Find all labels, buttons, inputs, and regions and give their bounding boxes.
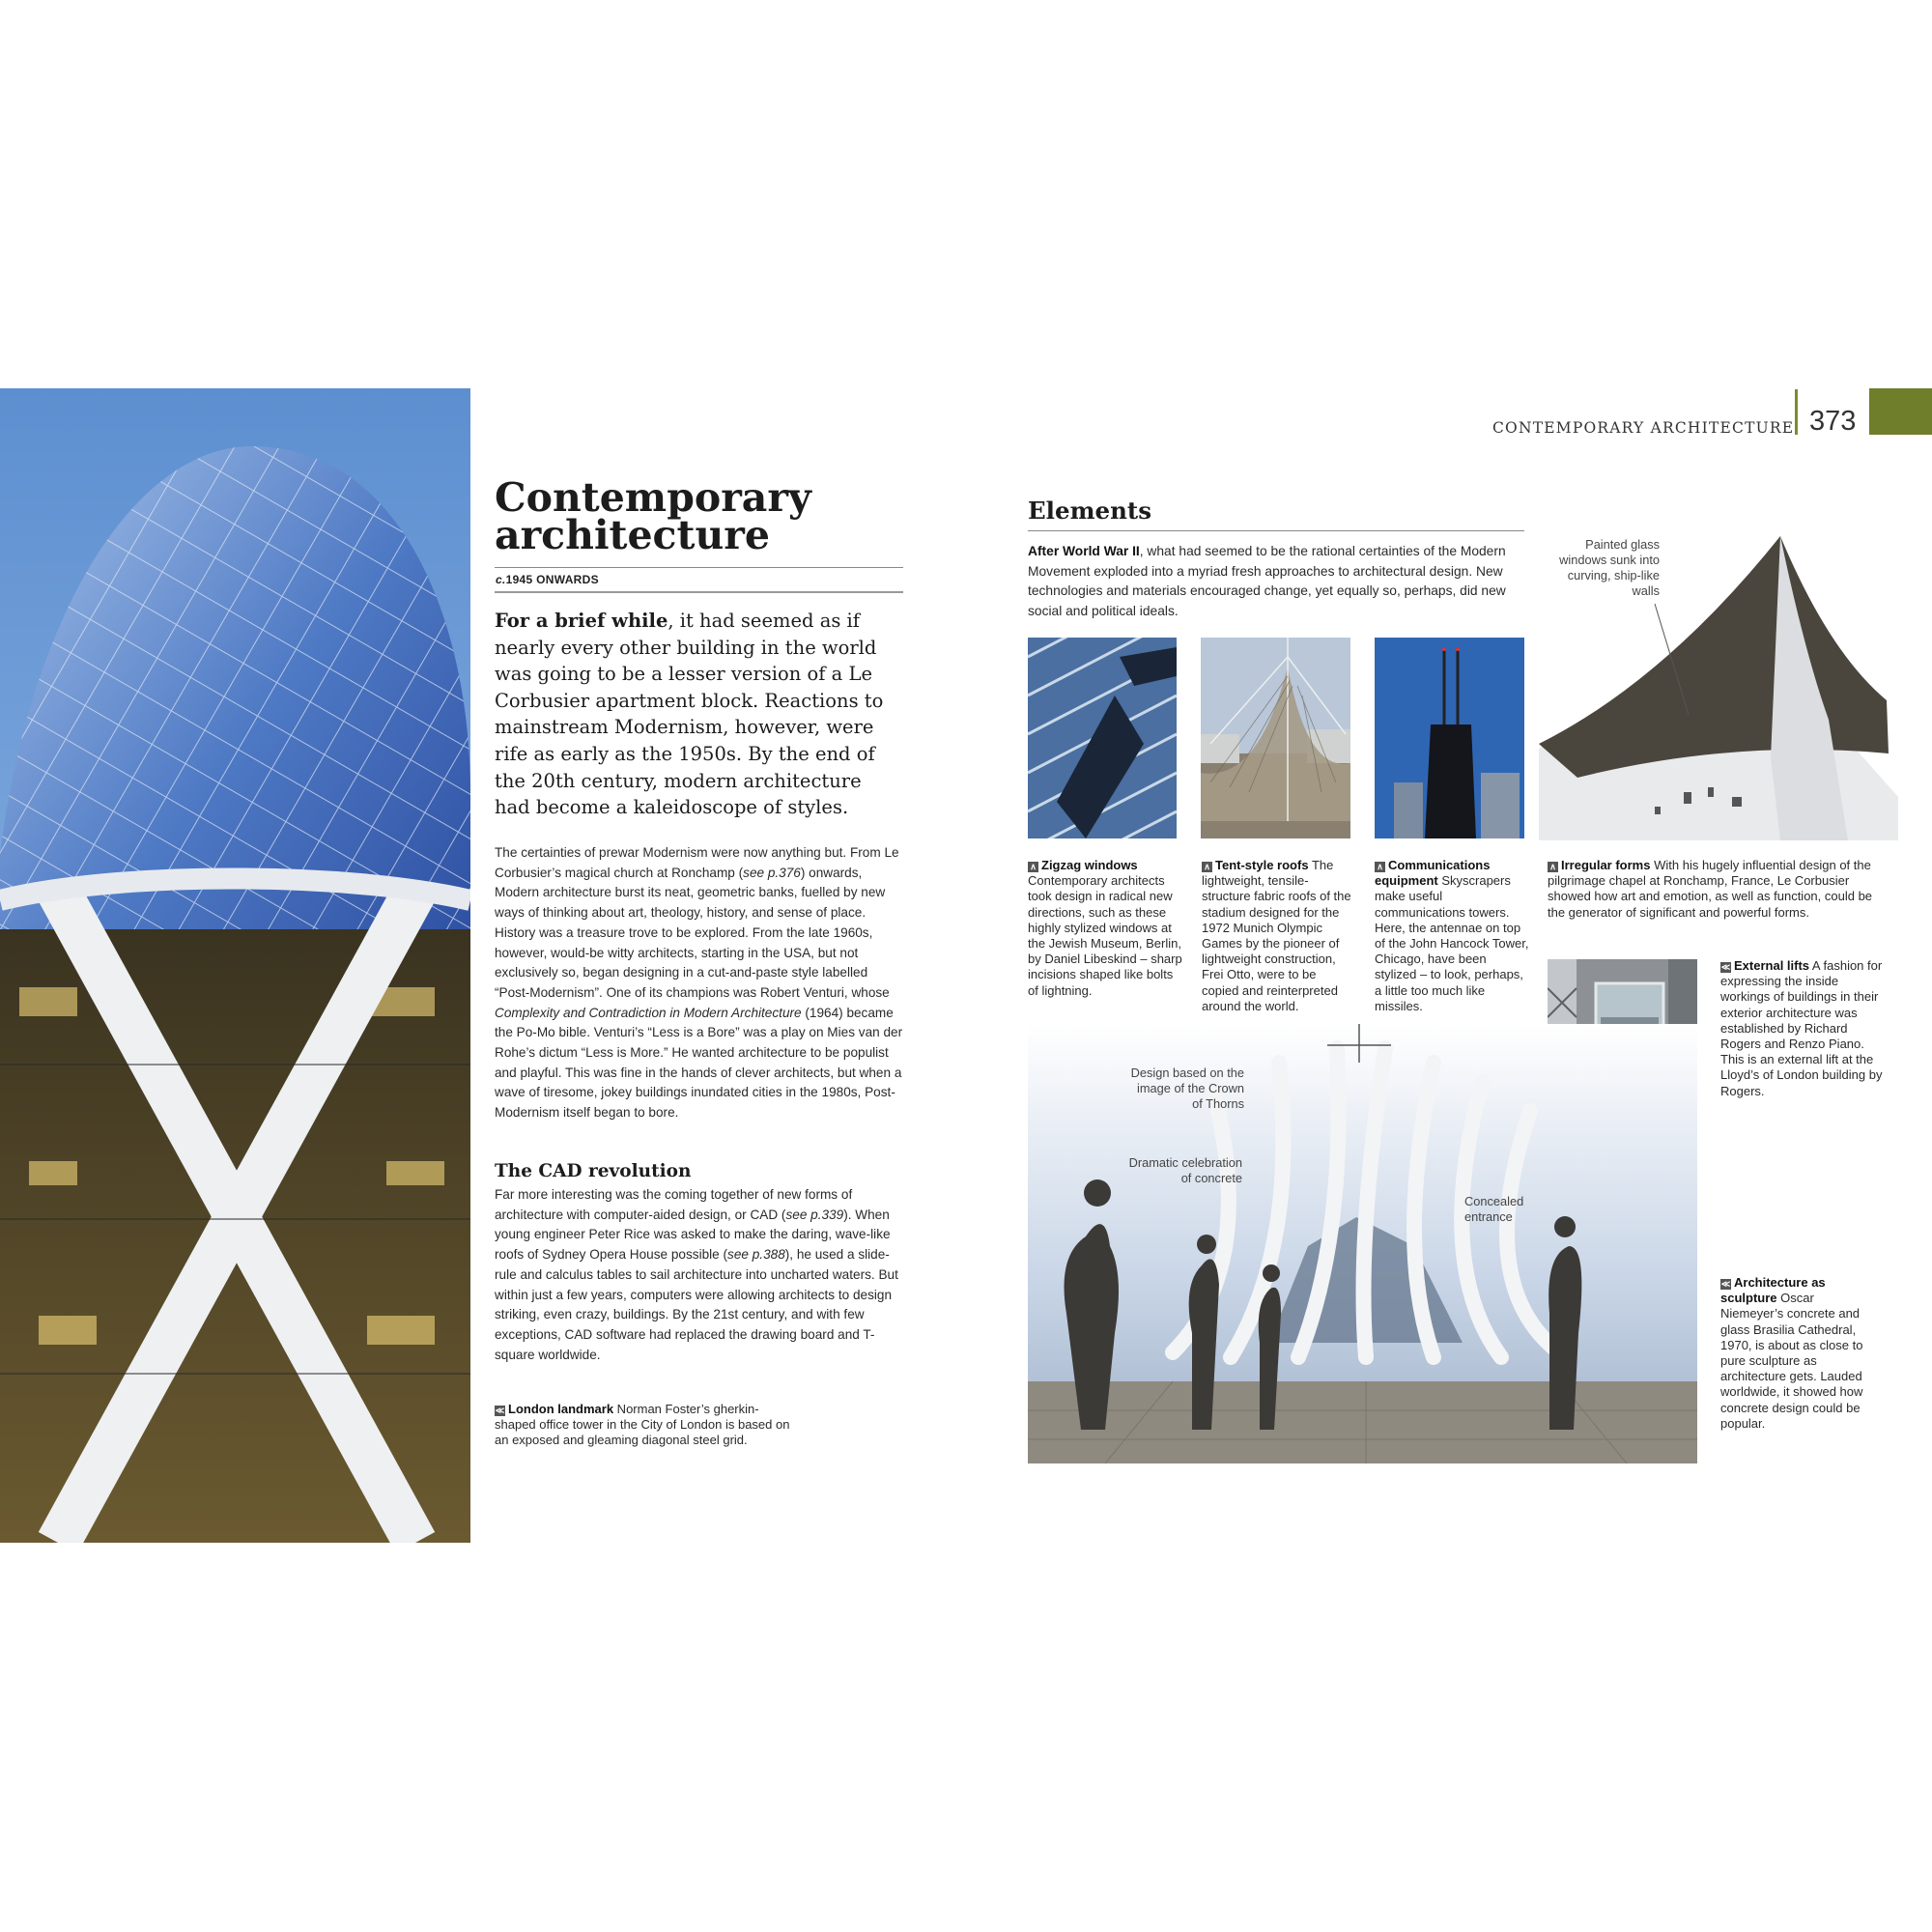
arrow-up-icon: ∧ (1375, 862, 1385, 872)
communications-tower-photo (1375, 638, 1524, 838)
body2-part-a: Far more interesting was the coming together of new forms of architecture with computer-aided design, or CAD ( (495, 1187, 853, 1222)
page-title (495, 474, 900, 558)
dateline-prefix: c. (496, 573, 506, 586)
painted-glass-note: Painted glass windows sunk into curving, ship-like walls (1559, 537, 1660, 598)
cad-section-heading: The CAD revolution (495, 1161, 692, 1181)
crown-of-thorns-note: Design based on the image of the Crown of Thorns (1130, 1065, 1244, 1111)
concealed-entrance-note: Concealed entrance (1464, 1194, 1524, 1224)
running-head: CONTEMPORARY ARCHITECTURE (1492, 419, 1795, 437)
london-landmark-caption (495, 1402, 794, 1449)
zigzag-windows-caption (1028, 858, 1182, 999)
architecture-sculpture-caption (1720, 1275, 1865, 1432)
comm-title: Communications equipment (1375, 858, 1491, 889)
zigzag-text: Contemporary architects took design in radical new directions, such as these highly stylized windows at the Jewish Museum, Berlin, by Daniel Libeskind – sharp incisions shaped like bolts of lightning. (1028, 873, 1182, 998)
sculpture-title: Architecture as sculpture (1720, 1275, 1826, 1306)
arrow-up-icon: ∧ (1028, 862, 1038, 872)
body2-page-ref-2: see p.388 (727, 1247, 785, 1263)
intro-paragraph (495, 608, 900, 821)
external-lifts-caption (1720, 958, 1885, 1099)
body2-part-c: ), he used a slide-rule and calculus tables to sail architecture into uncharted waters. But within just a few years, computers were allowing architects to design striking, even crazy, buildings. By the 21st century, and with few exceptions, CAD software had replaced the drawing board and T-square worldwide. (495, 1247, 898, 1362)
tent-roofs-caption (1202, 858, 1356, 1014)
tent-text: The lightweight, tensile-structure fabric roofs of the stadium designed for the 1972 Munich Olympic Games by the pioneer of lightweight construction, Frei Otto, were to be copied and reinterpreted around the world. (1202, 858, 1351, 1013)
body2-part-b: ). When young engineer Peter Rice was asked to make the daring, wave-like roofs of Sydney Opera House possible ( (495, 1207, 891, 1263)
title-divider (495, 567, 903, 568)
body1-part-c: (1964) became the Po-Mo bible. Venturi’s “Less is a Bore” was a play on Mies van der Rohe’s dictum “Less is More.” He wanted architecture to be populist and playful. This was fine in the hands of clever architects, but when a wave of tiresome, jokey buildings inundated cities in the 1980s, Post-Modernism itself began to bore. (495, 1005, 903, 1121)
elements-intro-lead: After World War II (1028, 544, 1140, 558)
title-line-1: Contemporary (495, 474, 811, 521)
zigzag-title: Zigzag windows (1041, 858, 1138, 872)
arrow-left-icon: ≪ (1720, 1279, 1731, 1289)
dateline-divider (495, 591, 903, 593)
dramatic-concrete-note: Dramatic celebration of concrete (1128, 1155, 1242, 1185)
intro-lead: For a brief while (495, 610, 668, 632)
communications-caption (1375, 858, 1529, 1014)
elements-intro-text: , what had seemed to be the rational certainties of the Modern Movement exploded into a myriad fresh approaches to architectural design. New technologies and materials encouraged change, yet equally so, perhaps, did new social and political ideals. (1028, 544, 1506, 618)
body-paragraph-1 (495, 843, 906, 1123)
arrow-up-icon: ∧ (1548, 862, 1558, 872)
body2-page-ref-1: see p.339 (785, 1207, 844, 1222)
body-paragraph-2 (495, 1185, 906, 1365)
title-line-2: architecture (495, 512, 770, 558)
body1-book-title: Complexity and Contradiction in Modern Architecture (495, 1005, 802, 1020)
header-divider (1795, 389, 1798, 435)
zigzag-windows-photo (1028, 638, 1177, 838)
irreg-title: Irregular forms (1561, 858, 1651, 872)
sculpture-text: Oscar Niemeyer’s concrete and glass Brasilia Cathedral, 1970, is about as close to pure sculpture as architecture gets. Lauded worldwide, it showed how concrete design could be popular. (1720, 1291, 1863, 1431)
body1-part-a: The certainties of prewar Modernism were now anything but. From Le Corbusier’s magical church at Ronchamp ( (495, 845, 899, 880)
page-number: 373 (1809, 406, 1857, 437)
comm-text: Skyscrapers make useful communications towers. Here, the antennae on top of the John Hancock Tower, Chicago, have been stylized – to look, perhaps, a little too much like missiles. (1375, 873, 1529, 1013)
arrow-left-icon: ≪ (1720, 962, 1731, 972)
tent-title: Tent-style roofs (1215, 858, 1309, 872)
arrow-left-icon: ≪ (495, 1406, 505, 1415)
irreg-text: With his hugely influential design of the pilgrimage chapel at Ronchamp, France, Le Corbusier showed how art and emotion, as well as function, could be the generator of significant and powerful forms. (1548, 858, 1873, 920)
irregular-forms-caption (1548, 858, 1881, 921)
elements-heading: Elements (1028, 497, 1152, 525)
intro-text: , it had seemed as if nearly every other building in the world was going to be a lesser version of a Le Corbusier apartment block. Reactions to mainstream Modernism, however, were rife as early as the 1950s. By the end of the 20th century, modern architecture had become a kaleidoscope of styles. (495, 610, 884, 819)
elements-intro (1028, 542, 1530, 621)
london-caption-title: London landmark (508, 1402, 614, 1416)
lifts-title: External lifts (1734, 958, 1810, 973)
body1-part-b: ) onwards, Modern architecture burst its neat, geometric banks, fuelled by new ways of thinking about art, theology, history, and sense of place. History was a treasure trove to be explored. From the late 1960s, however, would-be witty architects, starting in the USA, but not exclusively so, began designing in a cut-and-paste style labelled “Post-Modernism”. One of its champions was Robert Venturi, whose (495, 865, 890, 1000)
elements-divider (1028, 530, 1524, 531)
dateline-text: 1945 ONWARDS (505, 573, 599, 586)
london-caption-text: Norman Foster’s gherkin-shaped office tower in the City of London is based on an exposed and gleaming diagonal steel grid. (495, 1402, 790, 1448)
lifts-text: A fashion for expressing the inside workings of buildings in their exterior architecture was established by Richard Rogers and Renzo Piano. This is an external lift at the Lloyd’s of London building by Rogers. (1720, 958, 1883, 1098)
tent-roofs-photo (1201, 638, 1350, 838)
arrow-up-icon: ∧ (1202, 862, 1212, 872)
body1-page-ref: see p.376 (743, 865, 801, 880)
dateline (496, 573, 599, 586)
chapter-tab (1869, 388, 1932, 435)
gherkin-photo (0, 388, 470, 1543)
